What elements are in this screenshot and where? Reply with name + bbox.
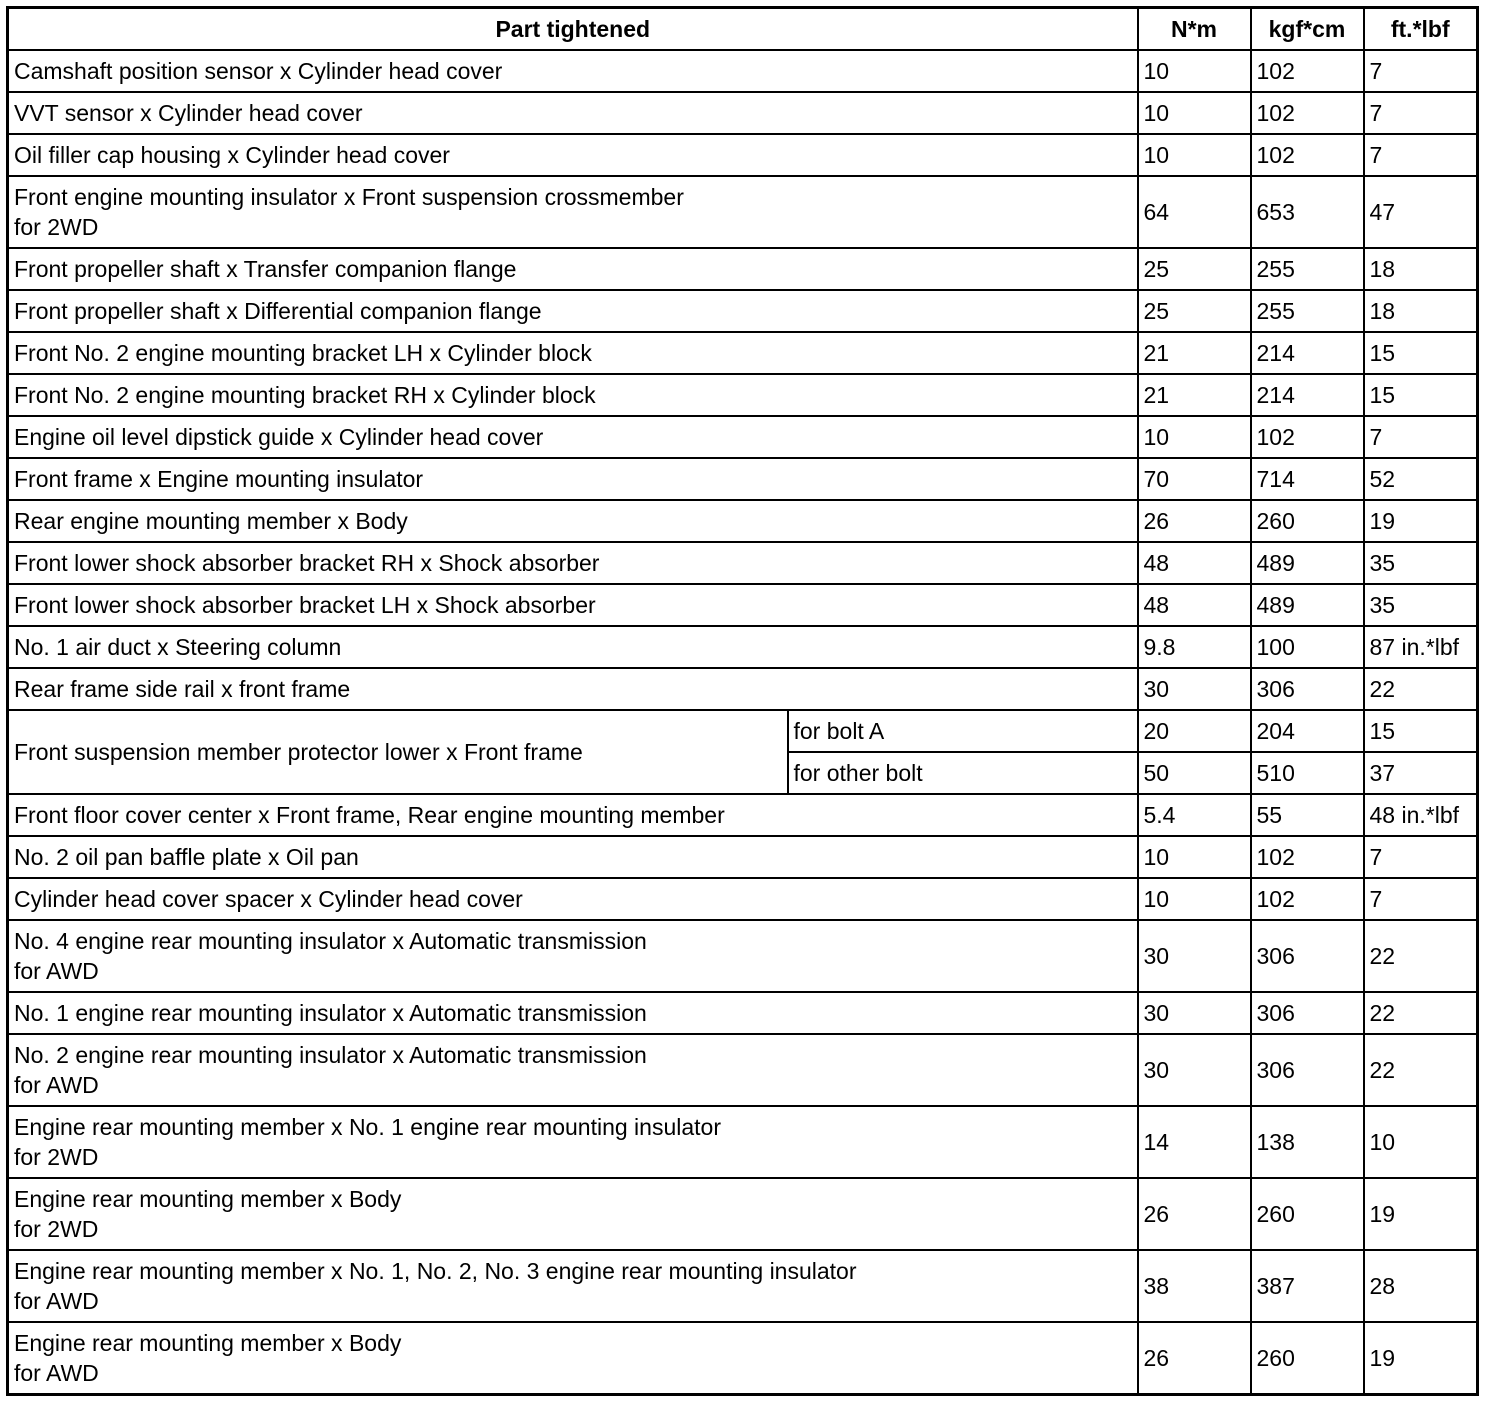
ftlbf-value: 18 [1364,290,1478,332]
part-note: for AWD [14,1288,99,1314]
part-cell [8,878,1138,920]
nm-value: 26 [1138,1178,1251,1250]
kgfcm-value: 489 [1251,584,1364,626]
ftlbf-value: 22 [1364,668,1478,710]
kgfcm-value: 138 [1251,1106,1364,1178]
kgfcm-value: 260 [1251,1178,1364,1250]
ftlbf-value: 19 [1364,1178,1478,1250]
part-note: for AWD [14,1360,99,1386]
part-cell [8,458,1138,500]
kgfcm-value: 204 [1251,710,1364,752]
nm-value: 30 [1138,668,1251,710]
part-cell [8,542,1138,584]
kgfcm-value: 214 [1251,374,1364,416]
ftlbf-value: 22 [1364,920,1478,992]
ftlbf-value: 47 [1364,176,1478,248]
part-cell [8,374,1138,416]
torque-specification-table [6,6,1479,1396]
table-row [8,458,1478,500]
nm-value: 30 [1138,920,1251,992]
part-cell [8,332,1138,374]
nm-value: 30 [1138,1034,1251,1106]
kgfcm-value: 306 [1251,992,1364,1034]
header-ftlbf: ft.*lbf [1364,8,1478,51]
part-name: Engine rear mounting member x Body [14,1330,402,1356]
kgfcm-value: 255 [1251,290,1364,332]
part-cell [8,1034,1138,1106]
nm-value: 26 [1138,1322,1251,1395]
nm-value: 10 [1138,836,1251,878]
kgfcm-value: 102 [1251,92,1364,134]
kgfcm-value: 306 [1251,1034,1364,1106]
ftlbf-value: 7 [1364,878,1478,920]
ftlbf-value: 15 [1364,710,1478,752]
table-row [8,92,1478,134]
part-name: Front lower shock absorber bracket RH x Shock absorber [14,550,600,576]
ftlbf-value: 28 [1364,1250,1478,1322]
ftlbf-value: 15 [1364,374,1478,416]
nm-value: 21 [1138,332,1251,374]
part-name: Oil filler cap housing x Cylinder head cover [14,142,450,168]
ftlbf-value: 48 in.*lbf [1364,794,1478,836]
part-cell [8,1250,1138,1322]
part-cell [8,668,1138,710]
nm-value: 70 [1138,458,1251,500]
ftlbf-value: 7 [1364,134,1478,176]
nm-value: 10 [1138,50,1251,92]
ftlbf-value: 35 [1364,584,1478,626]
table-row [8,50,1478,92]
kgfcm-value: 489 [1251,542,1364,584]
ftlbf-value: 87 in.*lbf [1364,626,1478,668]
table-row [8,374,1478,416]
part-name: Engine oil level dipstick guide x Cylinder head cover [14,424,544,450]
kgfcm-value: 102 [1251,134,1364,176]
table-row [8,878,1478,920]
nm-value: 10 [1138,134,1251,176]
kgfcm-value: 260 [1251,500,1364,542]
nm-value: 26 [1138,500,1251,542]
part-name: Engine rear mounting member x Body [14,1186,402,1212]
ftlbf-value: 19 [1364,1322,1478,1395]
nm-value: 48 [1138,542,1251,584]
part-name: No. 1 air duct x Steering column [14,634,342,660]
ftlbf-value: 52 [1364,458,1478,500]
table-row [8,1322,1478,1395]
nm-value: 48 [1138,584,1251,626]
table-row [8,290,1478,332]
kgfcm-value: 255 [1251,248,1364,290]
part-name: Cylinder head cover spacer x Cylinder head cover [14,886,523,912]
part-name: Front floor cover center x Front frame, Rear engine mounting member [14,802,725,828]
kgfcm-value: 653 [1251,176,1364,248]
kgfcm-value: 55 [1251,794,1364,836]
kgfcm-value: 102 [1251,50,1364,92]
part-name: Engine rear mounting member x No. 1, No. 2, No. 3 engine rear mounting insulator [14,1258,857,1284]
part-name: Front No. 2 engine mounting bracket LH x Cylinder block [14,340,592,366]
part-name: Camshaft position sensor x Cylinder head cover [14,58,503,84]
part-name: Front suspension member protector lower x Front frame [8,710,788,794]
kgfcm-value: 387 [1251,1250,1364,1322]
ftlbf-value: 22 [1364,1034,1478,1106]
part-note: for AWD [14,1072,99,1098]
header-nm: N*m [1138,8,1251,51]
kgfcm-value: 102 [1251,416,1364,458]
table-row [8,1106,1478,1178]
header-part-tightened: Part tightened [8,8,1138,51]
table-row [8,626,1478,668]
part-cell [8,248,1138,290]
part-cell [8,584,1138,626]
part-name: No. 1 engine rear mounting insulator x Automatic transmission [14,1000,647,1026]
nm-value: 10 [1138,416,1251,458]
ftlbf-value: 7 [1364,50,1478,92]
part-cell [8,134,1138,176]
kgfcm-value: 306 [1251,920,1364,992]
table-header-row [8,8,1478,51]
table-row [8,836,1478,878]
table-row [8,794,1478,836]
ftlbf-value: 19 [1364,500,1478,542]
table-row [8,500,1478,542]
part-name: No. 4 engine rear mounting insulator x Automatic transmission [14,928,647,954]
ftlbf-value: 22 [1364,992,1478,1034]
table-row [8,1034,1478,1106]
part-name: Front engine mounting insulator x Front suspension crossmember [14,184,684,210]
part-name: Rear frame side rail x front frame [14,676,351,702]
part-name: Front No. 2 engine mounting bracket RH x Cylinder block [14,382,596,408]
kgfcm-value: 260 [1251,1322,1364,1395]
part-note: for 2WD [14,214,99,240]
part-name: Front propeller shaft x Differential companion flange [14,298,542,324]
bolt-label: for bolt A [788,710,1138,752]
part-cell [8,920,1138,992]
table-row [8,668,1478,710]
table-row [8,1178,1478,1250]
header-kgfcm: kgf*cm [1251,8,1364,51]
kgfcm-value: 102 [1251,878,1364,920]
kgfcm-value: 100 [1251,626,1364,668]
part-cell [8,626,1138,668]
ftlbf-value: 15 [1364,332,1478,374]
part-name: No. 2 oil pan baffle plate x Oil pan [14,844,359,870]
nm-value: 30 [1138,992,1251,1034]
part-cell [8,176,1138,248]
nm-value: 10 [1138,878,1251,920]
nm-value: 14 [1138,1106,1251,1178]
part-name: VVT sensor x Cylinder head cover [14,100,363,126]
ftlbf-value: 18 [1364,248,1478,290]
kgfcm-value: 510 [1251,752,1364,794]
part-name: Front propeller shaft x Transfer companion flange [14,256,517,282]
ftlbf-value: 7 [1364,92,1478,134]
table-row [8,1250,1478,1322]
part-name: Engine rear mounting member x No. 1 engine rear mounting insulator [14,1114,721,1140]
table-body [8,50,1478,1395]
kgfcm-value: 306 [1251,668,1364,710]
table-row [8,248,1478,290]
ftlbf-value: 37 [1364,752,1478,794]
table-row [8,710,1478,752]
part-cell [8,1322,1138,1395]
table-row [8,176,1478,248]
part-cell [8,836,1138,878]
part-note: for AWD [14,958,99,984]
nm-value: 64 [1138,176,1251,248]
kgfcm-value: 714 [1251,458,1364,500]
ftlbf-value: 7 [1364,416,1478,458]
part-note: for 2WD [14,1144,99,1170]
part-cell [8,1178,1138,1250]
part-name: No. 2 engine rear mounting insulator x Automatic transmission [14,1042,647,1068]
nm-value: 5.4 [1138,794,1251,836]
part-note: for 2WD [14,1216,99,1242]
kgfcm-value: 102 [1251,836,1364,878]
nm-value: 25 [1138,290,1251,332]
table-row [8,332,1478,374]
table-row [8,584,1478,626]
part-cell [8,500,1138,542]
part-cell [8,50,1138,92]
table-row [8,542,1478,584]
nm-value: 9.8 [1138,626,1251,668]
ftlbf-value: 7 [1364,836,1478,878]
nm-value: 38 [1138,1250,1251,1322]
ftlbf-value: 35 [1364,542,1478,584]
table-row [8,134,1478,176]
part-cell [8,1106,1138,1178]
part-name: Front frame x Engine mounting insulator [14,466,424,492]
nm-value: 10 [1138,92,1251,134]
part-cell [8,416,1138,458]
part-name: Front lower shock absorber bracket LH x Shock absorber [14,592,596,618]
part-cell [8,290,1138,332]
bolt-label: for other bolt [788,752,1138,794]
kgfcm-value: 214 [1251,332,1364,374]
nm-value: 50 [1138,752,1251,794]
ftlbf-value: 10 [1364,1106,1478,1178]
table-row [8,920,1478,992]
part-name: Rear engine mounting member x Body [14,508,408,534]
nm-value: 25 [1138,248,1251,290]
nm-value: 21 [1138,374,1251,416]
nm-value: 20 [1138,710,1251,752]
table-row [8,416,1478,458]
table-row [8,992,1478,1034]
part-cell [8,92,1138,134]
part-cell [8,992,1138,1034]
part-cell [8,794,1138,836]
